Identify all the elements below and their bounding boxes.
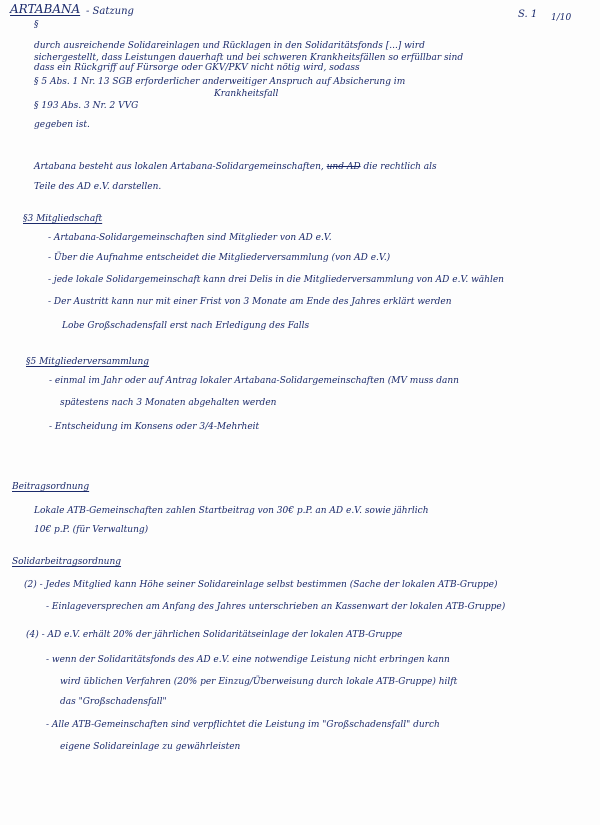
section-3-item-2: - Über die Aufnahme entscheidet die Mitgliederversammlung (von AD e.V.) bbox=[48, 253, 391, 263]
solidar-line-1: (2) - Jedes Mitglied kann Höhe seiner Solidareinlage selbst bestimmen (Sache der lokalen ATB-Gruppe) bbox=[24, 580, 498, 590]
intro-line-5: gegeben ist. bbox=[34, 120, 90, 130]
section-3-heading: §3 Mitgliedschaft bbox=[23, 214, 103, 224]
section-sign: § bbox=[34, 20, 39, 30]
solidar-line-3: (4) - AD e.V. erhält 20% der jährlichen Solidaritätseinlage der lokalen ATB-Gruppe bbox=[26, 630, 403, 640]
solidar-line-2: - Einlageversprechen am Anfang des Jahres unterschrieben an Kassenwart der lokalen ATB-Gruppe) bbox=[46, 602, 506, 612]
para1-text-a: Artabana besteht aus lokalen Artabana-Solidargemeinschaften, bbox=[34, 162, 324, 172]
para1-line1 bbox=[34, 161, 437, 173]
solidar-heading: Solidarbeitragsordnung bbox=[12, 557, 122, 567]
section-3-item-3: - jede lokale Solidargemeinschaft kann drei Delis in die Mitgliederversammlung von AD e.V. wählen bbox=[48, 275, 504, 285]
para1-text-b: die rechtlich als bbox=[363, 162, 437, 172]
section-3-item-4: - Der Austritt kann nur mit einer Frist von 3 Monate am Ende des Jahres erklärt werden bbox=[48, 297, 452, 307]
beitrag-heading: Beitragsordnung bbox=[12, 482, 90, 492]
section-5-heading: §5 Mitgliederversammlung bbox=[26, 357, 150, 367]
document-title-suffix: - Satzung bbox=[86, 6, 134, 17]
solidar-line-5: wird üblichen Verfahren (20% per Einzug/Überweisung durch lokale ATB-Gruppe) hilft bbox=[60, 677, 458, 687]
beitrag-line-1: Lokale ATB-Gemeinschaften zahlen Startbeitrag von 30€ p.P. an AD e.V. sowie jährlich bbox=[34, 506, 429, 516]
beitrag-line-2: 10€ p.P. (für Verwaltung) bbox=[34, 525, 149, 535]
section-5-item-1: - einmal im Jahr oder auf Antrag lokaler Artabana-Solidargemeinschaften (MV muss dann bbox=[49, 376, 459, 386]
intro-line-3b: Krankheitsfall bbox=[214, 89, 279, 99]
intro-line-3: § 5 Abs. 1 Nr. 13 SGB erforderlicher anderweitiger Anspruch auf Absicherung im bbox=[34, 77, 406, 87]
para1-strikethrough: und AD bbox=[326, 162, 361, 172]
intro-line-2a: sichergestellt, dass Leistungen dauerhaft und bei schweren Krankheitsfällen so erfüllbar sind bbox=[34, 53, 464, 63]
intro-line-1: durch ausreichende Solidareinlagen und Rücklagen in den Solidaritätsfonds [...] wird bbox=[34, 41, 425, 51]
section-3-continuation: Lobe Großschadensfall erst nach Erledigung des Falls bbox=[62, 321, 310, 331]
solidar-line-4: - wenn der Solidaritätsfonds des AD e.V. eine notwendige Leistung nicht erbringen kann bbox=[46, 655, 450, 665]
section-3-item-1: - Artabana-Solidargemeinschaften sind Mitglieder von AD e.V. bbox=[48, 233, 332, 243]
section-5-item-2: spätestens nach 3 Monaten abgehalten werden bbox=[60, 398, 277, 408]
solidar-line-7: - Alle ATB-Gemeinschaften sind verpflichtet die Leistung im "Großschadensfall" durch bbox=[46, 720, 440, 730]
document-title: ARTABANA bbox=[10, 2, 81, 16]
para1-line2: Teile des AD e.V. darstellen. bbox=[34, 182, 162, 192]
solidar-line-8: eigene Solidareinlage zu gewährleisten bbox=[60, 742, 241, 752]
page-mark: 1/10 bbox=[551, 13, 572, 23]
intro-line-4: § 193 Abs. 3 Nr. 2 VVG bbox=[34, 101, 139, 111]
page-number: S. 1 bbox=[518, 9, 538, 20]
intro-line-2b: dass ein Rückgriff auf Fürsorge oder GKV/PKV nicht nötig wird, sodass bbox=[34, 63, 360, 73]
section-5-item-3: - Entscheidung im Konsens oder 3/4-Mehrheit bbox=[49, 422, 260, 432]
solidar-line-6: das "Großschadensfall" bbox=[60, 697, 167, 707]
